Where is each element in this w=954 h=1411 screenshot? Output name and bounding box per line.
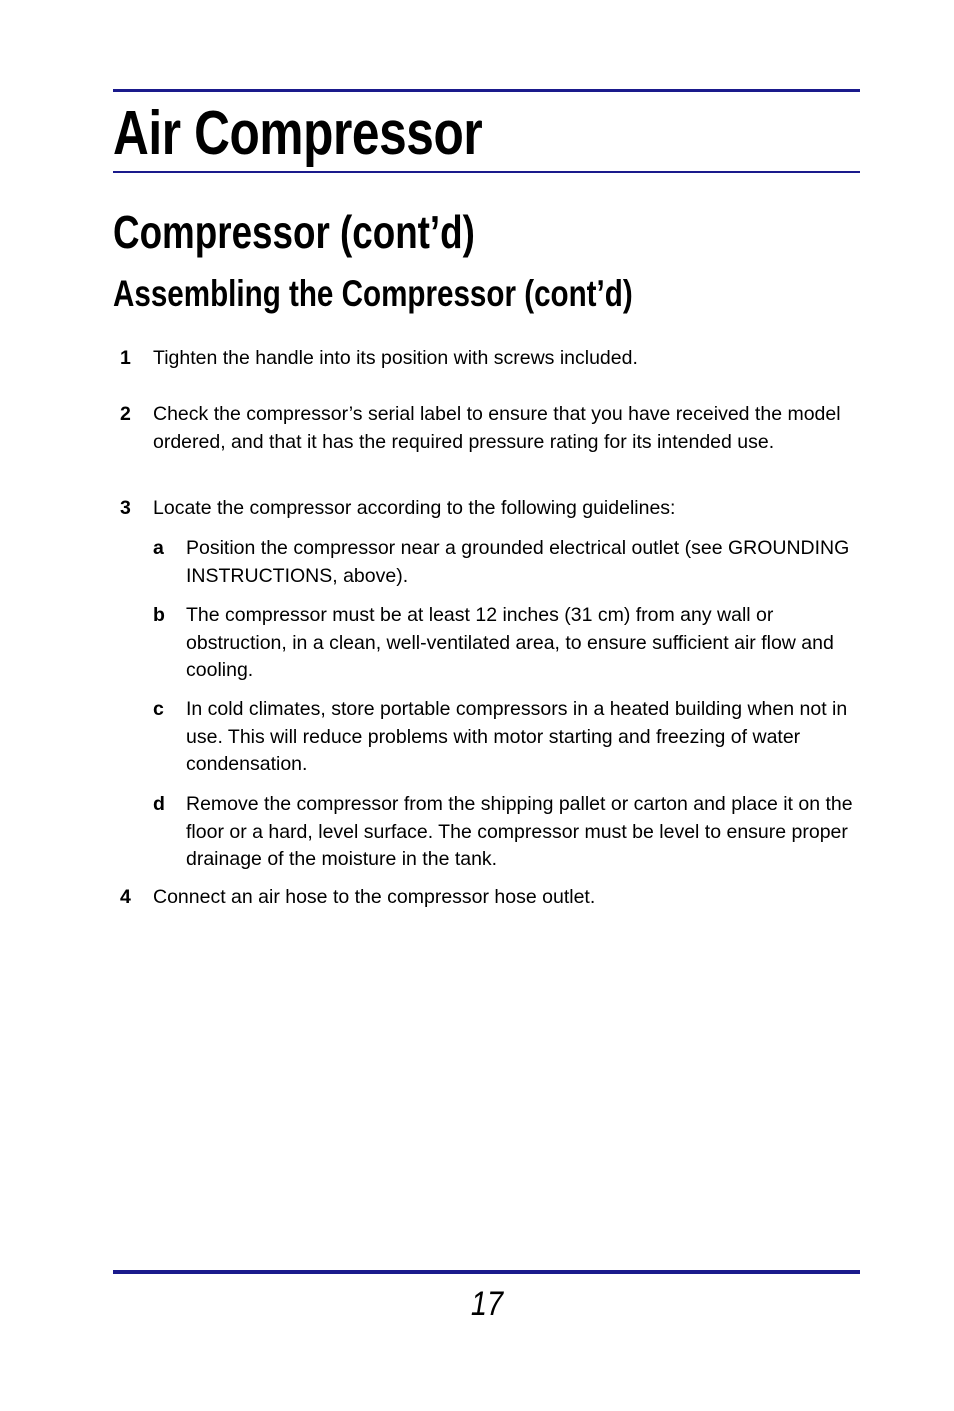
step-2 xyxy=(120,401,860,456)
step-number: 4 xyxy=(120,886,131,908)
step-number: 1 xyxy=(120,347,131,369)
step-text: Tighten the handle into its position with screws included. xyxy=(153,347,638,369)
substep-letter: d xyxy=(153,793,165,815)
subsection-title: Assembling the Compressor (cont’d) xyxy=(113,273,633,314)
substep-letter: c xyxy=(153,698,164,720)
substep-b xyxy=(153,602,860,685)
footer-rule xyxy=(113,1270,860,1274)
step-number: 3 xyxy=(120,497,131,519)
step-text: Locate the compressor according to the following guidelines: xyxy=(153,497,676,519)
substep-text: Position the compressor near a grounded electrical outlet (see GROUNDING INSTRUCTIONS, above). xyxy=(186,537,850,587)
section-title: Compressor (cont’d) xyxy=(113,206,475,258)
top-rule xyxy=(113,89,860,92)
substep-letter: b xyxy=(153,604,165,626)
substep-a xyxy=(153,535,860,590)
substep-letter: a xyxy=(153,537,164,559)
step-text: Connect an air hose to the compressor hose outlet. xyxy=(153,886,596,908)
substep-c xyxy=(153,696,860,779)
step-4 xyxy=(120,884,860,912)
title-underline-rule xyxy=(113,171,860,173)
substep-text: The compressor must be at least 12 inches (31 cm) from any wall or obstruction, in a clean, well-ventilated area, to ensure sufficient air flow and cooling. xyxy=(186,604,834,681)
step-number: 2 xyxy=(120,403,131,425)
step-text: Check the compressor’s serial label to ensure that you have received the model ordered, and that it has the required pressure rating for its intended use. xyxy=(153,403,841,453)
substep-text: Remove the compressor from the shipping pallet or carton and place it on the floor or a hard, level surface. The compressor must be level to ensure proper drainage of the moisture in the tank. xyxy=(186,793,853,870)
substep-d xyxy=(153,791,860,874)
step-1 xyxy=(120,345,860,373)
substep-text: In cold climates, store portable compressors in a heated building when not in use. This will reduce problems with motor starting and freezing of water condensation. xyxy=(186,698,848,775)
page-number: 17 xyxy=(470,1285,504,1323)
step-3 xyxy=(120,495,860,523)
page-title: Air Compressor xyxy=(113,99,483,168)
